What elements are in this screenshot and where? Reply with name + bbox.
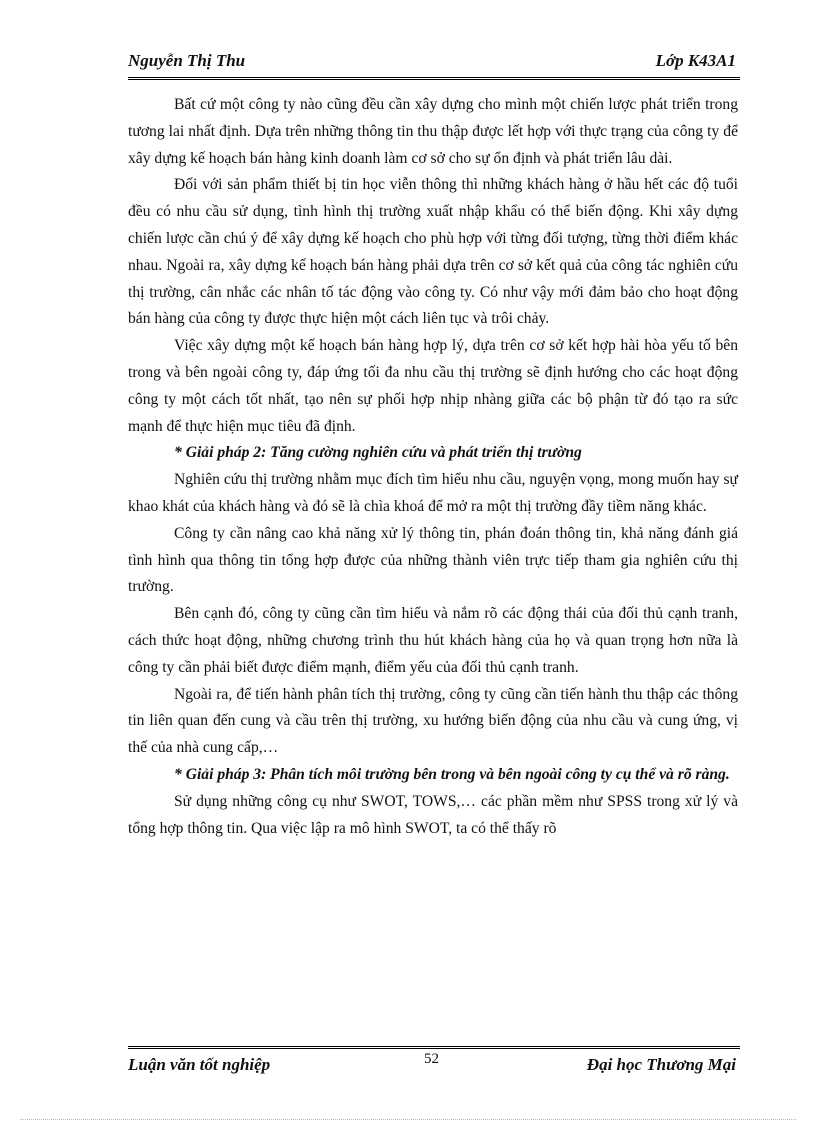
footer-thesis: Luận văn tốt nghiệp [128, 1055, 271, 1074]
paragraph: Ngoài ra, để tiến hành phân tích thị trường, công ty cũng cần tiến hành thu thập các thông tin liên quan đến cung và cầu trên thị trường, xu hướng biến động của nhu cầu và cung ứng, vị thế của nhà cung cấp,… [128, 685, 738, 757]
footer-university: Đại học Thương Mại [586, 1055, 736, 1074]
page-number: 52 [424, 1051, 439, 1067]
body-text [128, 92, 738, 842]
paragraph: Công ty cần nâng cao khả năng xử lý thông tin, phán đoán thông tin, khả năng đánh giá tình hình qua thông tin tổng hợp được của những thành viên trực tiếp tham gia nghiên cứu thị trường. [128, 524, 738, 596]
paragraph: Việc xây dựng một kế hoạch bán hàng hợp lý, dựa trên cơ sở kết hợp hài hòa yếu tố bên trong và bên ngoài công ty, đáp ứng tối đa nhu cầu thị trường sẽ định hướng cho các hoạt động công ty một cách tốt nhất, tạo nên sự phối hợp nhịp nhàng giữa các bộ phận từ đó tạo ra sức mạnh để thực hiện mục tiêu đã định. [128, 337, 738, 435]
header-author: Nguyễn Thị Thu [128, 51, 246, 70]
paragraph: Nghiên cứu thị trường nhằm mục đích tìm hiểu nhu cầu, nguyện vọng, mong muốn hay sự khao khát của khách hàng và đó sẽ là chìa khoá để mở ra một thị trường đầy tiềm năng khác. [128, 471, 738, 515]
header-class: Lớp K43A1 [655, 51, 736, 70]
paragraph: Bên cạnh đó, công ty cũng cần tìm hiểu và nắm rõ các động thái của đối thủ cạnh tranh, cách thức hoạt động, những chương trình thu hút khách hàng của họ và quan trọng hơn nữa là công ty cần phải biết được điểm mạnh, điểm yếu của đối thủ cạnh tranh. [128, 605, 738, 676]
section-heading-solution-3: * Giải pháp 3: Phân tích môi trường bên trong và bên ngoài công ty cụ thể và rõ ràng. [174, 765, 730, 783]
paragraph: Bất cứ một công ty nào cũng đều cần xây dựng cho mình một chiến lược phát triển trong tương lai nhất định. Dựa trên những thông tin thu thập được lết hợp với thực trạng của công ty để xây dựng kế hoạch bán hàng kinh doanh làm cơ sở cho sự ổn định và phát triển lâu dài. [128, 96, 738, 167]
section-heading-solution-2: * Giải pháp 2: Tăng cường nghiên cứu và phát triển thị trường [174, 444, 582, 462]
paragraph: Sử dụng những công cụ như SWOT, TOWS,… các phần mềm như SPSS trong xử lý và tổng hợp thông tin. Qua việc lập ra mô hình SWOT, ta có thể thấy rõ [128, 792, 738, 837]
page-header [128, 51, 740, 80]
paragraph: Đối với sản phẩm thiết bị tin học viễn thông thì những khách hàng ở hầu hết các độ tuổi đều có nhu cầu sử dụng, tình hình thị trường xuất nhập khẩu có thể biến động. Khi xây dựng chiến lược cần chú ý để xây dựng kế hoạch cho phù hợp với từng đối tượng, từng thời điểm khác nhau. Ngoài ra, xây dựng kế hoạch bán hàng phải dựa trên cơ sở kết quả của công tác nghiên cứu thị trường, cân nhắc các nhân tố tác động vào công ty. Có như vậy mới đảm bảo cho hoạt động bán hàng của công ty được thực hiện một cách liên tục và trôi chảy. [128, 176, 738, 328]
page-bottom-divider [20, 1119, 796, 1120]
page-footer [128, 1046, 740, 1079]
